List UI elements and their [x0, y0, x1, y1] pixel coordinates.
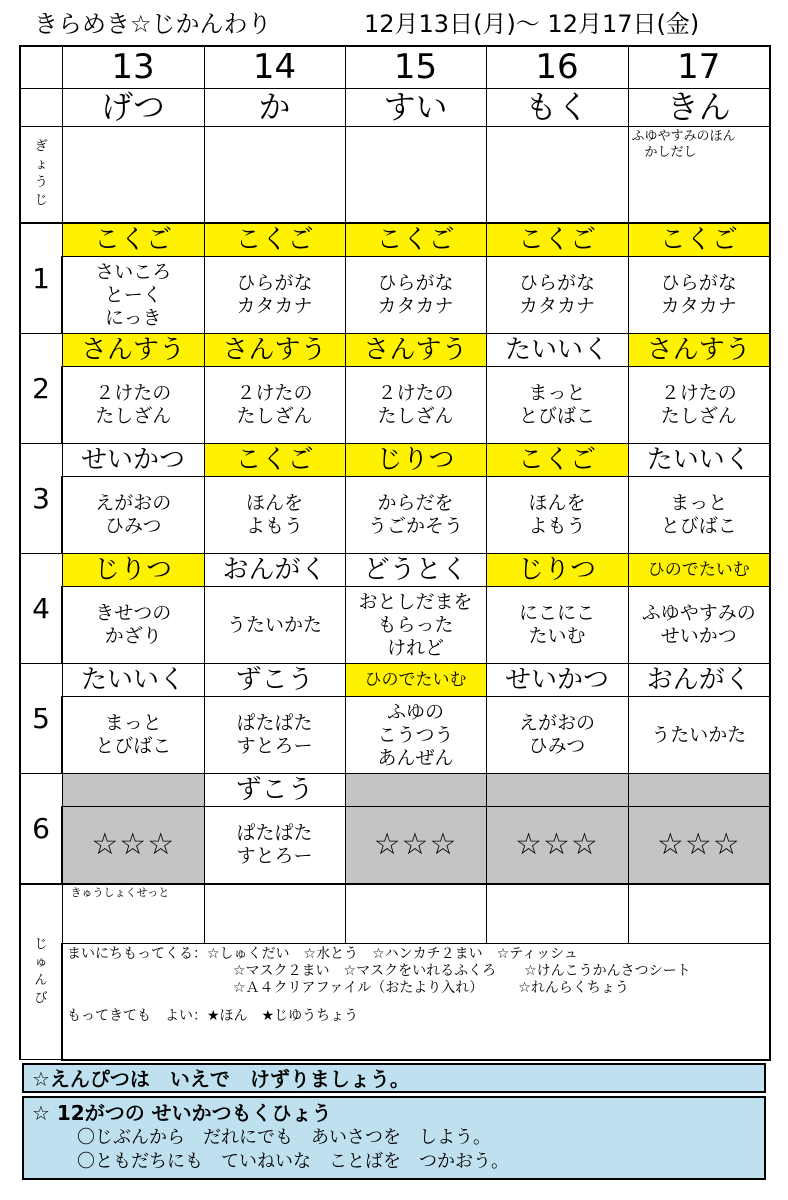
content-line: えがおの	[518, 712, 595, 734]
content-cell	[486, 587, 628, 664]
subject-cell: こくご	[486, 223, 628, 257]
content-line: よもう	[245, 515, 303, 537]
label-char: じ	[34, 193, 48, 209]
period-number: 4	[20, 554, 62, 664]
content-line: まっと	[528, 382, 586, 404]
content-row	[20, 807, 770, 884]
content-line: まっと	[670, 492, 728, 514]
date-row	[20, 46, 770, 88]
subject-cell: どうとく	[345, 554, 486, 587]
content-line: かざり	[104, 625, 162, 647]
day-name: げつ	[62, 88, 204, 126]
stars-mark: ☆☆☆	[515, 827, 599, 863]
content-line: ２けたの	[236, 382, 313, 404]
label-char: び	[34, 990, 48, 1006]
content-cell	[628, 807, 770, 884]
junbi-cell	[486, 884, 628, 944]
subject-cell: さんすう	[345, 334, 486, 367]
label-char: ん	[34, 972, 48, 988]
content-cell	[486, 257, 628, 334]
period-number: 1	[20, 223, 62, 334]
content-cell	[345, 367, 486, 444]
subject-cell: たいいく	[628, 444, 770, 477]
subject-cell: さんすう	[204, 334, 345, 367]
content-line: おとしだまを	[358, 590, 473, 613]
mainichi-line: まいにちもってくる：☆しゅくだい ☆水とう ☆ハンカチ２まい ☆ティッシュ	[67, 946, 578, 962]
content-line: さいころ	[95, 260, 172, 283]
content-line: ２けたの	[377, 382, 454, 404]
content-line: とーく	[104, 283, 162, 306]
content-line: あんぜん	[377, 746, 454, 769]
content-line: ひらがな	[236, 272, 313, 294]
content-line: もらった	[377, 613, 454, 636]
content-line: うたいかた	[226, 613, 322, 636]
content-cell	[204, 257, 345, 334]
subject-cell: さんすう	[62, 334, 204, 367]
content-line: よもう	[528, 515, 586, 537]
subject-cell: せいかつ	[486, 664, 628, 697]
content-cell	[62, 697, 204, 774]
content-cell	[486, 367, 628, 444]
content-line: カタカナ	[236, 295, 313, 317]
period-number: 5	[20, 664, 62, 774]
content-cell	[62, 367, 204, 444]
content-line: うごかそう	[367, 515, 463, 537]
content-cell	[204, 697, 345, 774]
content-cell	[204, 477, 345, 554]
content-cell	[345, 697, 486, 774]
motto-row	[20, 944, 770, 1060]
label-char: ぎ	[34, 139, 48, 155]
subject-cell: さんすう	[628, 334, 770, 367]
content-cell	[628, 697, 770, 774]
gyouji-cell	[628, 126, 770, 223]
subject-cell: ひのでたいむ	[628, 554, 770, 587]
content-line: うたいかた	[651, 723, 747, 746]
content-line: ひらがな	[518, 272, 595, 294]
mainichi-line: ☆マスク２まい ☆マスクをいれるふくろ ☆けんこうかんさつシート	[233, 963, 691, 979]
content-line: すとろー	[236, 735, 313, 757]
subject-cell	[628, 774, 770, 807]
period-number: 6	[20, 774, 62, 884]
content-cell	[486, 477, 628, 554]
content-line: けれど	[386, 636, 444, 659]
date-number: 16	[486, 46, 628, 88]
content-line: カタカナ	[518, 295, 595, 317]
subject-row	[20, 664, 770, 697]
content-cell	[628, 257, 770, 334]
content-cell	[204, 807, 345, 884]
content-line: たいむ	[528, 625, 586, 647]
content-line: カタカナ	[377, 295, 454, 317]
subject-cell	[486, 774, 628, 807]
day-name: か	[204, 88, 345, 126]
content-line: ２けたの	[660, 382, 737, 404]
subject-cell: おんがく	[204, 554, 345, 587]
period-number: 2	[20, 334, 62, 444]
content-row	[20, 697, 770, 774]
timetable	[19, 45, 771, 1061]
date-number: 15	[345, 46, 486, 88]
content-line: ひみつ	[528, 735, 586, 757]
content-line: まっと	[104, 712, 162, 734]
monthly-goal	[22, 1096, 766, 1180]
date-range: 12月13日(月)～ 12月17日(金)	[364, 10, 700, 38]
subject-row	[20, 223, 770, 257]
content-line: ほんを	[528, 492, 586, 514]
content-cell	[62, 477, 204, 554]
gyouji-cell	[62, 126, 204, 223]
page-title: きらめき☆じかんわり	[34, 10, 272, 38]
stars-mark: ☆☆☆	[91, 827, 176, 863]
subject-cell: こくご	[486, 444, 628, 477]
subject-cell: たいいく	[486, 334, 628, 367]
content-cell	[62, 257, 204, 334]
label-char: う	[34, 175, 48, 191]
content-cell	[62, 587, 204, 664]
day-name: きん	[628, 88, 770, 126]
content-line: からだを	[377, 492, 454, 514]
subject-cell	[62, 774, 204, 807]
subject-cell: ひのでたいむ	[345, 664, 486, 697]
subject-cell: こくご	[204, 444, 345, 477]
goal-line: 〇じぶんから だれにでも あいさつを しよう。	[77, 1127, 491, 1148]
content-line: とびばこ	[518, 405, 595, 427]
content-line: たしざん	[377, 405, 454, 427]
gyouji-cell	[204, 126, 345, 223]
content-line: とびばこ	[95, 735, 172, 757]
junbi-label	[20, 884, 62, 1060]
content-line: ２けたの	[95, 382, 172, 404]
content-cell	[345, 587, 486, 664]
content-line: たしざん	[95, 405, 172, 427]
gyouji-label	[20, 126, 62, 223]
subject-cell: じりつ	[486, 554, 628, 587]
subject-cell: ずこう	[204, 774, 345, 807]
goal-title: ☆ 12がつの せいかつもくひょう	[32, 1101, 332, 1125]
content-line: ほんを	[245, 492, 303, 514]
label-char: じ	[34, 936, 48, 952]
content-line: きせつの	[95, 602, 172, 624]
date-number: 17	[628, 46, 770, 88]
content-line: こうつう	[377, 723, 454, 746]
content-line: ひみつ	[104, 515, 162, 537]
content-line: にこにこ	[518, 602, 595, 624]
content-cell	[204, 587, 345, 664]
content-row	[20, 477, 770, 554]
day-name: もく	[486, 88, 628, 126]
subject-cell: こくご	[204, 223, 345, 257]
dayname-row	[20, 88, 770, 126]
subject-row	[20, 774, 770, 807]
content-line: ぱたぱた	[236, 821, 313, 844]
content-row	[20, 587, 770, 664]
pencil-notice: ☆えんぴつは いえで けずりましょう。	[22, 1063, 766, 1093]
period-number: 3	[20, 444, 62, 554]
junbi-cell	[204, 884, 345, 944]
subject-row	[20, 554, 770, 587]
content-cell	[486, 697, 628, 774]
content-line: せいかつ	[660, 625, 737, 647]
kyushoku-note: きゅうしょくせっと	[62, 884, 204, 944]
content-line: ぱたぱた	[236, 712, 313, 734]
goal-line: 〇ともだちにも ていねいな ことばを つかおう。	[77, 1151, 509, 1172]
subject-cell: こくご	[345, 223, 486, 257]
content-line: カタカナ	[660, 295, 737, 317]
stars-mark: ☆☆☆	[373, 827, 458, 863]
gyouji-event: かしだし	[631, 144, 697, 160]
gyouji-event: ふゆやすみのほん	[631, 128, 736, 144]
content-cell	[345, 257, 486, 334]
subject-cell: こくご	[628, 223, 770, 257]
date-number: 14	[204, 46, 345, 88]
content-line: ふゆの	[386, 700, 444, 723]
junbi-cell	[345, 884, 486, 944]
corner-cell	[20, 88, 62, 126]
content-line: とびばこ	[660, 515, 737, 537]
content-cell	[345, 477, 486, 554]
content-cell	[345, 807, 486, 884]
date-number: 13	[62, 46, 204, 88]
gyouji-cell	[486, 126, 628, 223]
subject-cell: じりつ	[62, 554, 204, 587]
subject-row	[20, 444, 770, 477]
content-cell	[62, 807, 204, 884]
label-char: ゅ	[34, 954, 48, 970]
subject-cell: じりつ	[345, 444, 486, 477]
content-cell	[204, 367, 345, 444]
content-line: すとろー	[236, 844, 313, 867]
subject-cell: ずこう	[204, 664, 345, 697]
belongings-note	[62, 944, 770, 1060]
subject-cell: せいかつ	[62, 444, 204, 477]
subject-cell: こくご	[62, 223, 204, 257]
content-line: ひらがな	[660, 272, 737, 294]
content-line: たしざん	[660, 405, 737, 427]
content-row	[20, 257, 770, 334]
stars-mark: ☆☆☆	[656, 827, 741, 863]
subject-cell: たいいく	[62, 664, 204, 697]
day-name: すい	[345, 88, 486, 126]
content-line: ふゆやすみの	[641, 602, 756, 624]
mottekitemo-line: もってきても よい：★ほん ★じゆうちょう	[67, 1008, 359, 1024]
content-line: にっき	[104, 306, 162, 329]
junbi-row	[20, 884, 770, 944]
content-cell	[628, 587, 770, 664]
gyouji-cell	[345, 126, 486, 223]
content-cell	[628, 477, 770, 554]
label-char: ょ	[34, 157, 48, 173]
content-row	[20, 367, 770, 444]
junbi-cell	[628, 884, 770, 944]
content-line: ひらがな	[377, 272, 454, 294]
subject-cell: おんがく	[628, 664, 770, 697]
content-line: えがおの	[95, 492, 172, 514]
mainichi-line: ☆Ａ４クリアファイル（おたより入れ） ☆れんらくちょう	[233, 980, 629, 996]
subject-row	[20, 334, 770, 367]
content-cell	[628, 367, 770, 444]
content-line: たしざん	[236, 405, 313, 427]
gyouji-row	[20, 126, 770, 223]
corner-cell	[20, 46, 62, 88]
content-cell	[486, 807, 628, 884]
subject-cell	[345, 774, 486, 807]
